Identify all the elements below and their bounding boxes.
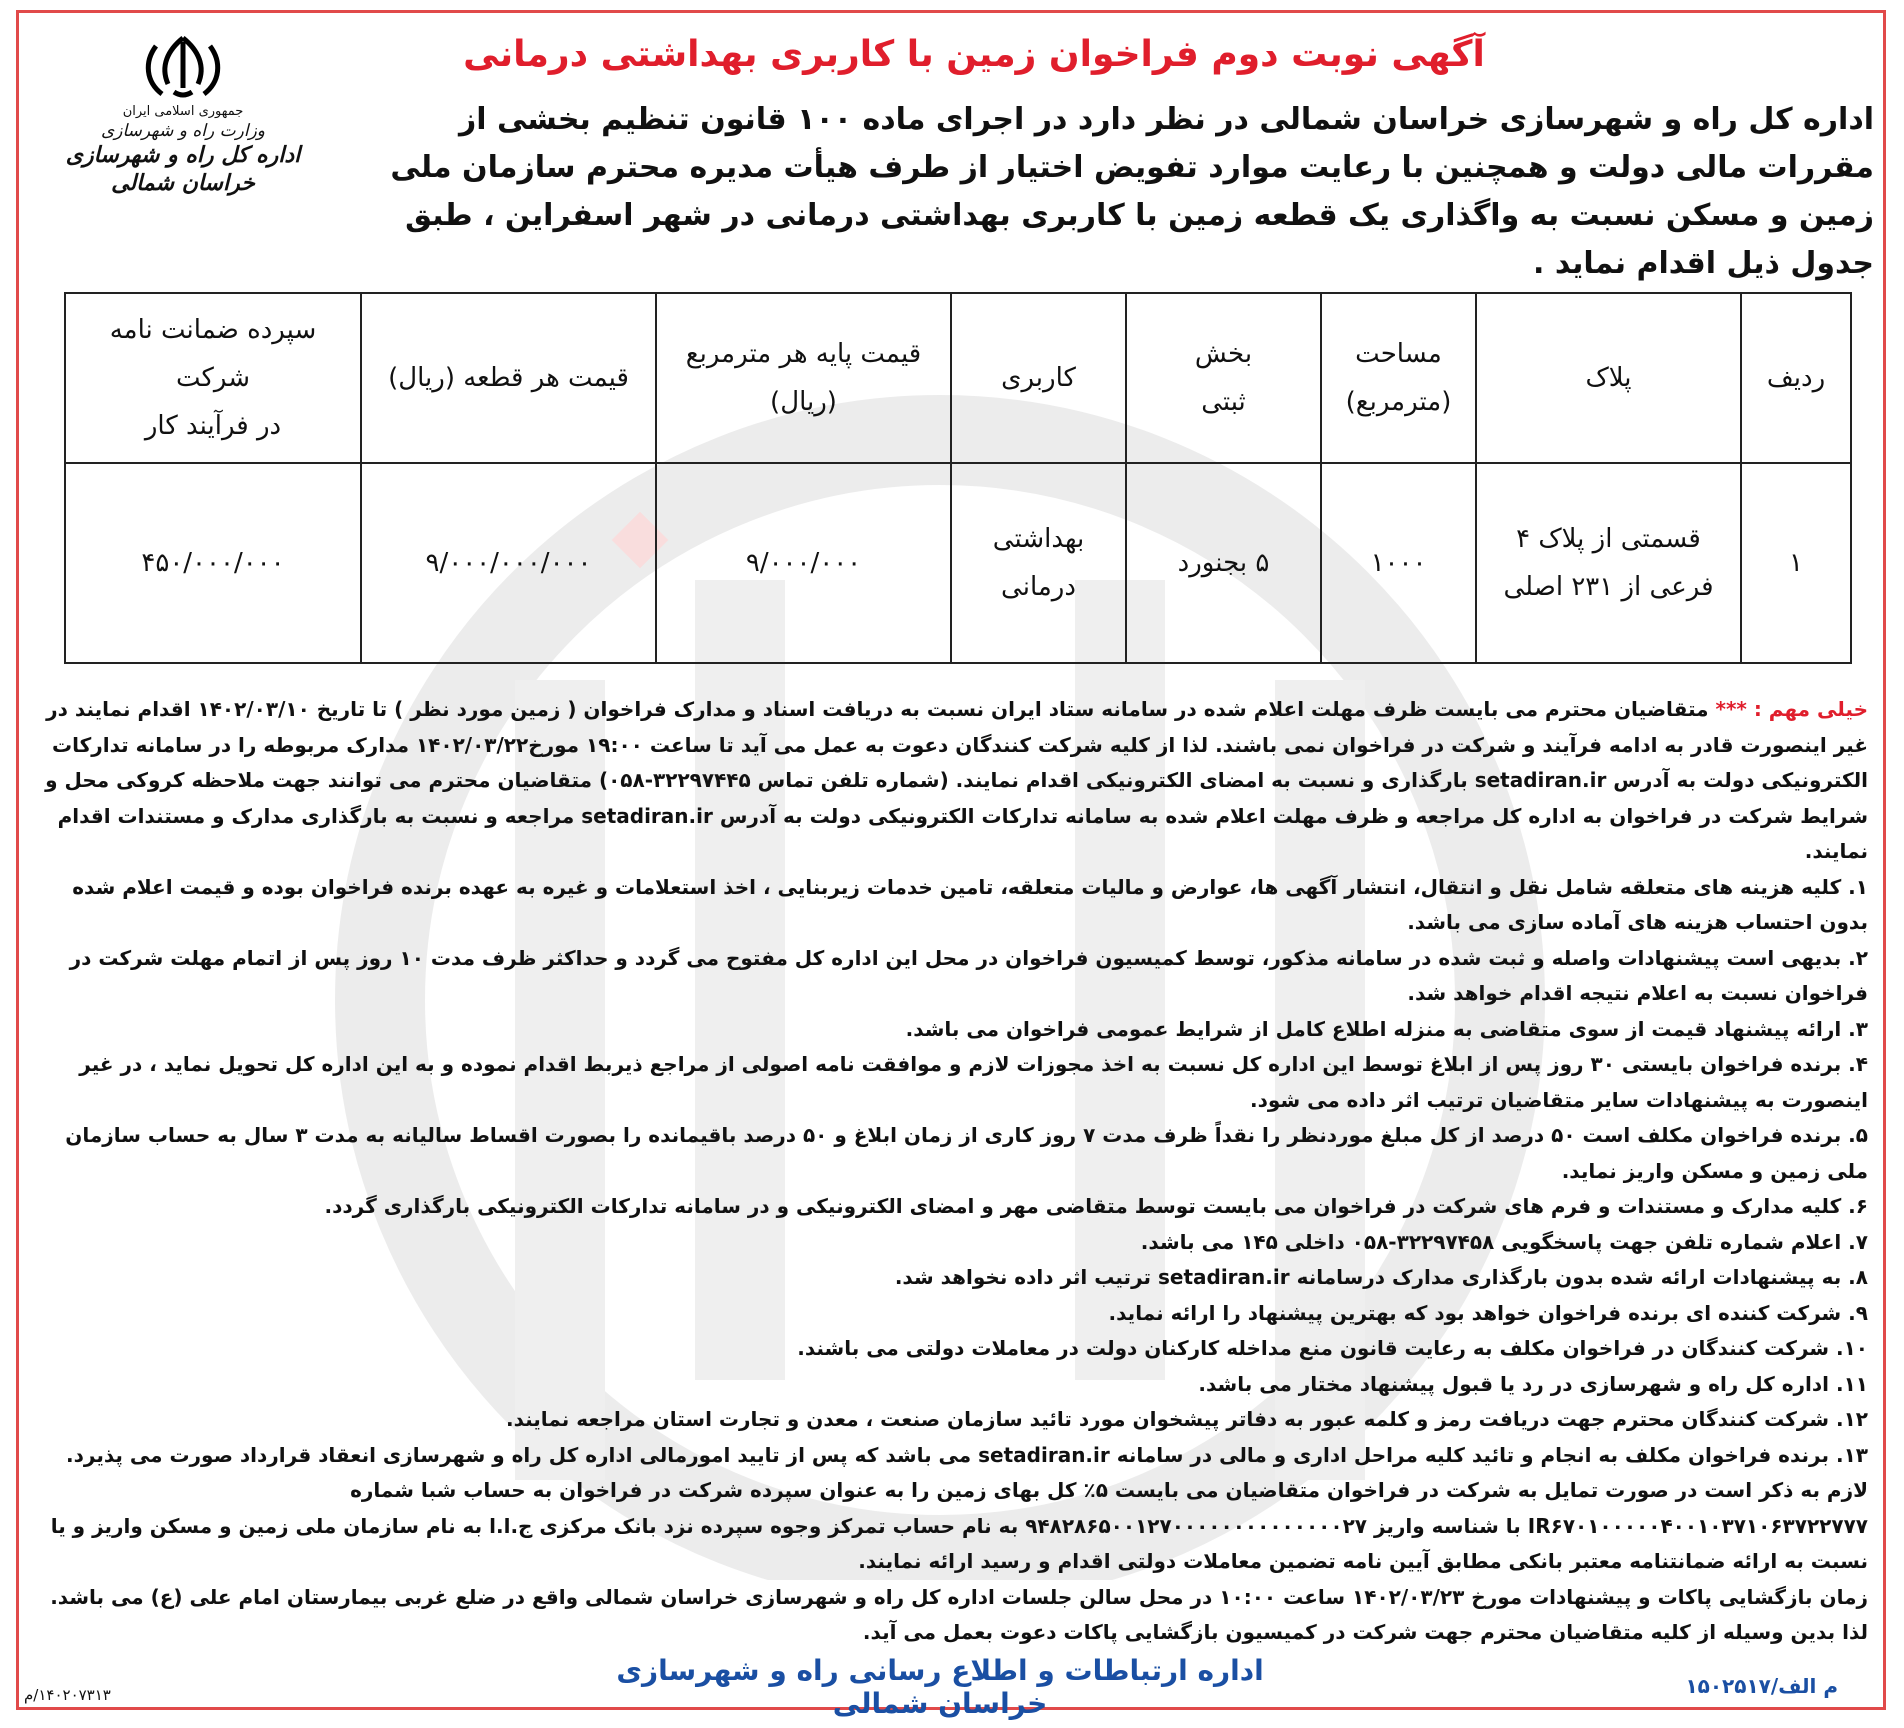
page-title: آگهی نوبت دوم فراخوان زمین با کاربری بهداشتی درمانی [463,34,1485,75]
logo-line-1: جمهوری اسلامی ایران [122,104,244,119]
col-usage: کاربری [951,293,1126,463]
note-item: ۴. برنده فراخوان بایستی ۳۰ روز پس از ابلاغ توسط این اداره کل نسبت به اخذ مجوزات لازم و موافقت نامه اصولی از مراجع ذیربط اقدام نموده و به این اداره کل تحویل نماید ، در غیر اینصورت به پیشنهادات سایر متقاضیان ترتیب اثر داده می شود. [79,1052,1868,1112]
col-row: ردیف [1741,293,1851,463]
note-item: ۱۰. شرکت کنندگان در فراخوان مکلف به رعایت قانون منع مداخله کارکنان دولت در معاملات دولتی می باشند. [797,1336,1868,1360]
ministry-logo [28,26,338,196]
cell-area: ۱۰۰۰ [1321,463,1476,663]
iran-emblem-icon [138,32,228,104]
note-item: ۱۱. اداره کل راه و شهرسازی در رد یا قبول پیشنهاد مختار می باشد. [1198,1371,1868,1396]
footer-title: اداره ارتباطات و اطلاع رسانی راه و شهرسازی خراسان شمالی [616,1654,1264,1720]
cell-usage: بهداشتی درمانی [951,463,1126,663]
note-item: ۵. برنده فراخوان مکلف است ۵۰ درصد از کل مبلغ موردنظر را نقداً ظرف مدت ۷ روز کاری از زمان ابلاغ و ۵۰ درصد باقیمانده را بصورت اقساط سالیانه به مدت ۳ سال به حساب سازمان ملی زمین و مسکن واریز نماید. [65,1123,1868,1183]
logo-line-3: اداره کل راه و شهرسازی خراسان شمالی [65,143,301,196]
note-item: ۲. بدیهی است پیشنهادات واصله و ثبت شده در سامانه مذکور، توسط کمیسیون فراخوان در محل این اداره کل مفتوح می گردد و حداکثر ظرف مدت ۱۰ روز پس از اتمام مهلت شرکت در فراخوان نسبت به اعلام نتیجه اقدام خواهد شد. [69,945,1868,1005]
print-code: ۱۴۰۲۰۷۳۱۳/م [24,1686,111,1704]
col-section: بخش ثبتی [1126,293,1321,463]
col-parcel-price: قیمت هر قطعه (ریال) [361,293,656,463]
note-item: ۸. به پیشنهادات ارائه شده بدون بارگذاری مدارک درسامانه setadiran.ir ترتیب اثر داده نخواهد شد. [894,1265,1868,1289]
col-base-price: قیمت پایه هر مترمربع (ریال) [656,293,951,463]
col-area: مساحت (مترمربع) [1321,293,1476,463]
ad-code: م الف/۱۵۰۲۵۱۷ [1685,1674,1838,1698]
note-item: ۱۲. شرکت کنندگان محترم جهت دریافت رمز و کلمه عبور به دفاتر پیشخوان مورد تائید سازمان صنعت ، معدن و تجارت استان مراجعه نمایند. [505,1407,1868,1431]
intro-paragraph: اداره کل راه و شهرسازی خراسان شمالی در نظر دارد در اجرای ماده ۱۰۰ قانون تنظیم بخشی از مقررات مالی دولت و همچنین با رعایت موارد تفویض اختیار از طرف هیأت مدیره محترم سازمان ملی زمین و مسکن نسبت به واگذاری یک قطعه زمین با کاربری بهداشتی درمانی در شهر اسفراین ، طبق جدول ذیل اقدام نماید . [390,102,1874,281]
opening-paragraph: زمان بازگشایی پاکات و پیشنهادات مورخ ۱۴۰۲/۰۳/۲۳ ساعت ۱۰:۰۰ در محل سالن جلسات اداره کل راه و شهرسازی خراسان شمالی واقع در ضلع غربی بیمارستان امام علی (ع) می باشد. [50,1584,1868,1609]
table-header-row [65,293,1851,463]
note-item: ۹. شرکت کننده ای برنده فراخوان خواهد بود که بهترین پیشنهاد را ارائه نماید. [1108,1300,1868,1325]
note-item: ۷. اعلام شماره تلفن جهت پاسخگویی ۳۲۲۹۷۴۵۸-۰۵۸ داخلی ۱۴۵ می باشد. [1140,1229,1868,1254]
cell-base-price: ۹/۰۰۰/۰۰۰ [656,463,951,663]
deposit-paragraph: لازم به ذکر است در صورت تمایل به شرکت در فراخوان متقاضیان می بایست ۵٪ کل بهای زمین را به عنوان سپرده شرکت در فراخوان به حساب شبا شماره IR۶۷۰۱۰۰۰۰۰۴۰۰۱۰۳۷۱۰۶۳۷۲۲۷۷۷ با شناسه واریز ۹۴۸۲۸۶۵۰۰۱۲۷۰۰۰۰۰۰۰۰۰۰۰۰۰۰۲۷ به نام حساب تمرکز وجوه سپرده نزد بانک مرکزی ج.ا.ا به نام سازمان ملی زمین و مسکن واریز و یا نسبت به ارائه ضمانتنامه معتبر بانکی مطابق آیین نامه تضمین معاملات دولتی اقدام و رسید ارائه نمایند. [50,1478,1868,1573]
cell-parcel-price: ۹/۰۰۰/۰۰۰/۰۰۰ [361,463,656,663]
cell-guarantee: ۴۵۰/۰۰۰/۰۰۰ [65,463,361,663]
note-item: ۱۳. برنده فراخوان مکلف به انجام و تائید کلیه مراحل اداری و مالی در سامانه setadiran.ir می باشد که پس از تایید امورمالی اداره کل راه و شهرسازی انعقاد قرارداد صورت می پذیرد. [66,1442,1868,1467]
logo-line-2: وزارت راه و شهرسازی [100,121,265,141]
important-label: خیلی مهم : *** [1715,697,1868,721]
invite-paragraph: لذا بدین وسیله از کلیه متقاضیان محترم جهت شرکت در کمیسیون بازگشایی پاکات دعوت بعمل می آید. [862,1620,1868,1644]
note-item: ۶. کلیه مدارک و مستندات و فرم های شرکت در فراخوان می بایست توسط متقاضی مهر و امضای الکترونیکی و در سامانه تدارکات الکترونیکی بارگذاری گردد. [324,1194,1868,1218]
table-row [65,463,1851,663]
col-plaque: پلاک [1476,293,1741,463]
important-notice: خیلی مهم : *** متقاضیان محترم می بایست ظرف مهلت اعلام شده در سامانه ستاد ایران نسبت به دریافت اسناد و مدارک فراخوان ( زمین مورد نظر ) تا تاریخ ۱۴۰۲/۰۳/۱۰ اقدام نمایند در غیر اینصورت قادر به ادامه فرآیند و شرکت در فراخوان نمی باشند. لذا از کلیه شرکت کنندگان دعوت به عمل می آید تا ساعت ۱۹:۰۰ مورخ۱۴۰۲/۰۳/۲۲ مدارک مربوطه را در سامانه تدارکات الکترونیکی دولت به آدرس setadiran.ir بارگذاری و نسبت به امضای الکترونیکی اقدام نمایند. (شماره تلفن تماس ۳۲۲۹۷۴۴۵-۰۵۸) متقاضیان محترم می توانند جهت ملاحظه کروکی محل و شرایط شرکت در فراخوان به اداره کل مراجعه و ظرف مهلت اعلام شده به سامانه تدارکات الکترونیکی دولت به آدرس setadiran.ir مراجعه و نسبت به بارگذاری مدارک و مستندات اقدام نمایند. [45,697,1868,863]
col-guarantee: سپرده ضمانت نامه شرکت در فرآیند کار [65,293,361,463]
land-table [64,292,1852,664]
cell-row: ۱ [1741,463,1851,663]
cell-section: ۵ بجنورد [1126,463,1321,663]
note-item: ۳. ارائه پیشنهاد قیمت از سوی متقاضی به منزله اطلاع کامل از شرایط عمومی فراخوان می باشد. [905,1016,1868,1041]
note-item: ۱. کلیه هزینه های متعلقه شامل نقل و انتقال، انتشار آگهی ها، عوارض و مالیات متعلقه، تامین خدمات زیربنایی ، اخذ استعلامات و غیره به عهده برنده فراخوان بوده و قیمت اعلام شده بدون احتساب هزینه های آماده سازی می باشد. [72,874,1868,934]
cell-plaque: قسمتی از پلاک ۴ فرعی از ۲۳۱ اصلی [1476,463,1741,663]
notes-section [32,692,1868,1651]
